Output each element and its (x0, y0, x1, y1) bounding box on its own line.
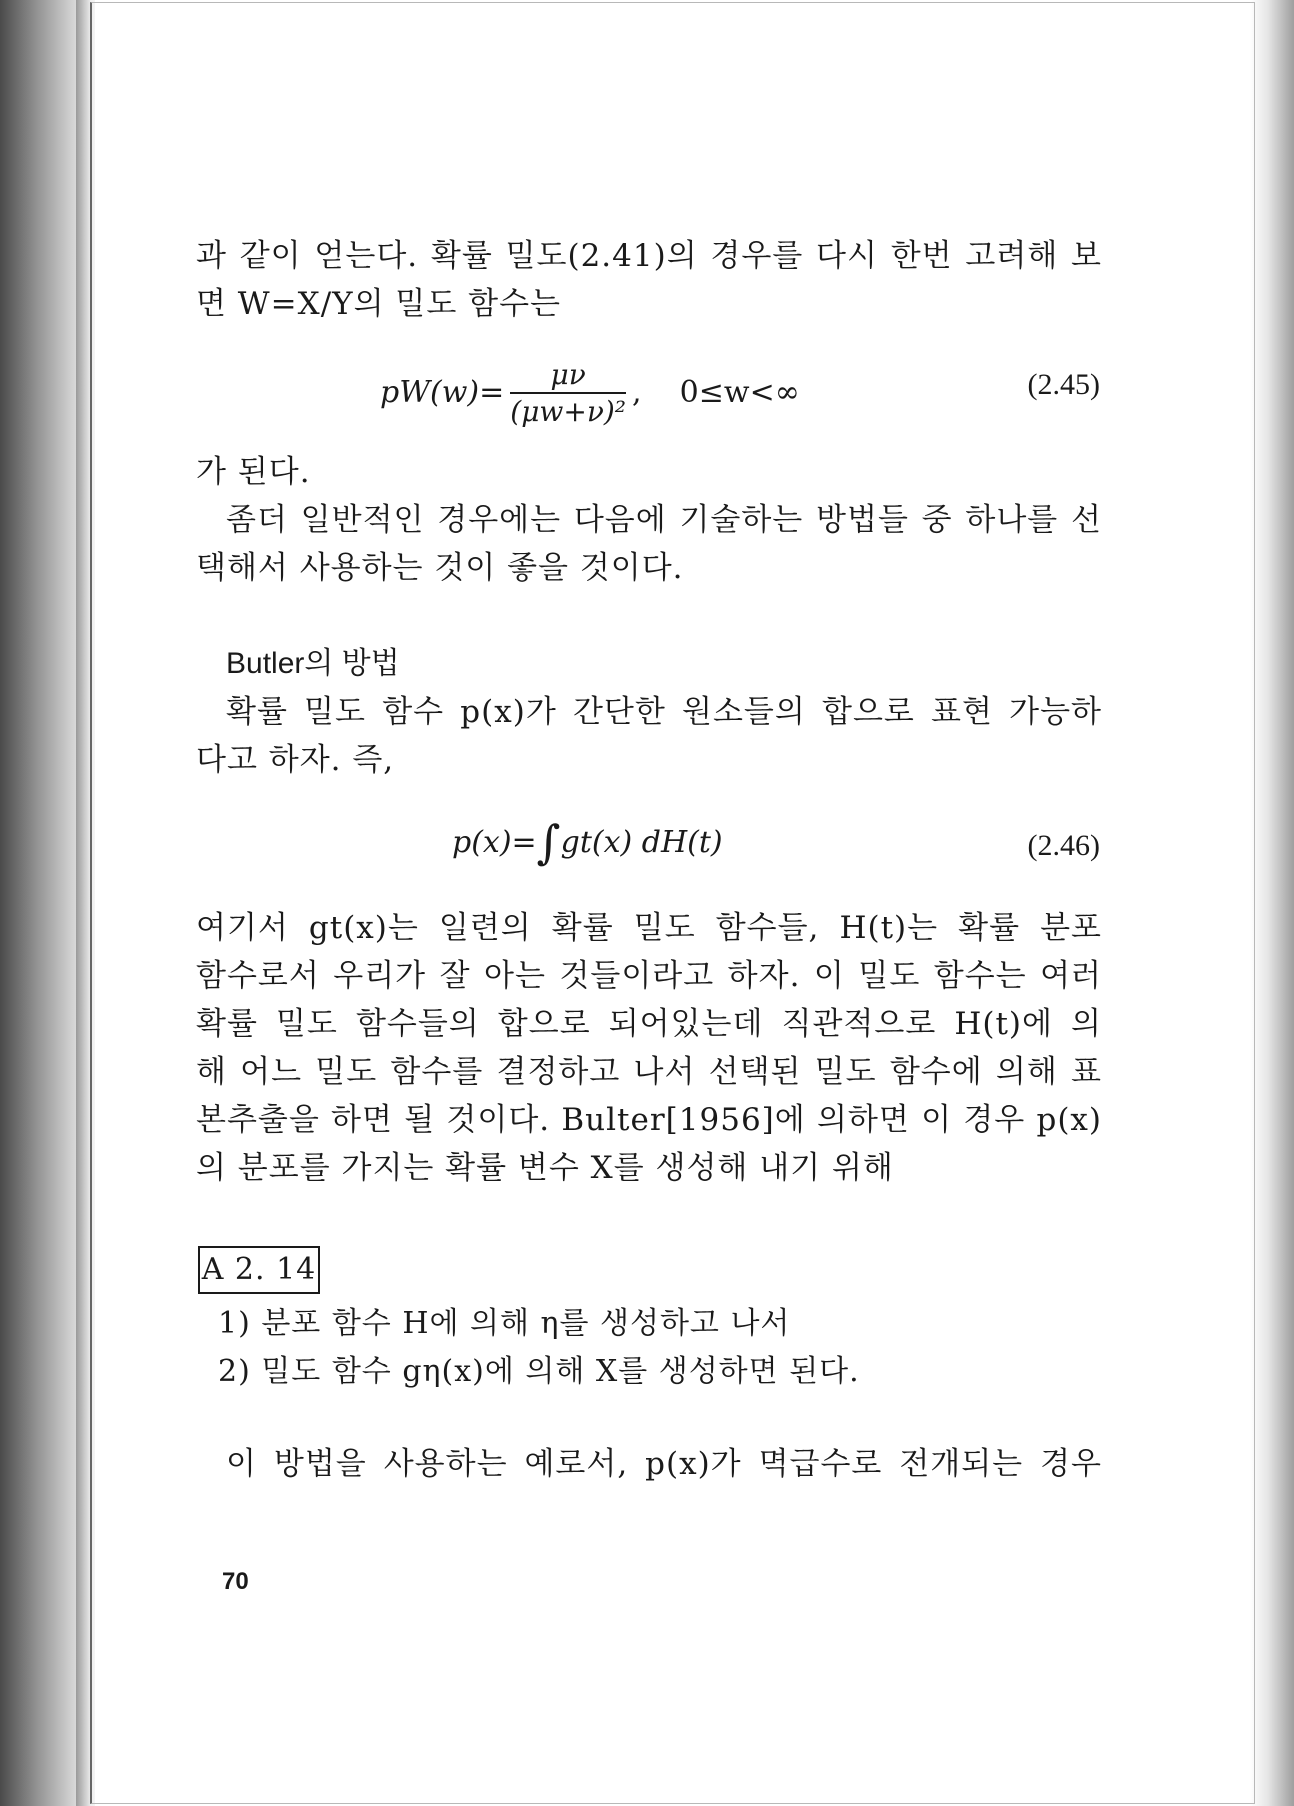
text-line-10: 확률 밀도 함수들의 합으로 되어있는데 직관적으로 H(t)에 의 (196, 1006, 1102, 1042)
text-line-1: 과 같이 얻는다. 확률 밀도(2.41)의 경우를 다시 한번 고려해 보 (196, 238, 1102, 274)
integral-sign: ∫ (536, 815, 561, 869)
text-line-3: 가 된다. (196, 454, 311, 490)
text-line-6: 확률 밀도 함수 p(x)가 간단한 원소들의 합으로 표현 가능하 (226, 694, 1102, 730)
eq1-lhs: pW(w)= (380, 375, 505, 410)
eq1-fraction (510, 358, 626, 430)
eq1-numerator: μν (510, 358, 626, 394)
page-edge (76, 0, 90, 1806)
eq1-denominator: (μw+ν)² (510, 395, 626, 428)
text-line-2: 면 W=X/Y의 밀도 함수는 (196, 286, 561, 322)
page-number: 70 (222, 1568, 249, 1595)
equation-number-2-45: (2.45) (1027, 368, 1100, 401)
text-line-9: 함수로서 우리가 잘 아는 것들이라고 하자. 이 밀도 함수는 여러 (196, 958, 1102, 994)
equation-2-45 (380, 358, 800, 430)
section-heading: Butler의 방법 (226, 647, 400, 680)
text-line-14: 이 방법을 사용하는 예로서, p(x)가 멱급수로 전개되는 경우 (226, 1446, 1102, 1482)
text-line-5: 택해서 사용하는 것이 좋을 것이다. (196, 550, 684, 586)
text-line-13: 의 분포를 가지는 확률 변수 X를 생성해 내기 위해 (196, 1150, 894, 1186)
text-line-4: 좀더 일반적인 경우에는 다음에 기술하는 방법들 중 하나를 선 (226, 502, 1102, 538)
text-line-12: 본추출을 하면 될 것이다. Bulter[1956]에 의하면 이 경우 p(x) (196, 1102, 1102, 1138)
algorithm-step-2: 2) 밀도 함수 gη(x)에 의해 X를 생성하면 된다. (218, 1354, 860, 1389)
text-line-8: 여기서 gt(x)는 일련의 확률 밀도 함수들, H(t)는 확률 분포 (196, 910, 1102, 946)
algorithm-label-box: A 2. 14 (198, 1246, 320, 1294)
eq2-lhs: p(x)= (452, 825, 537, 860)
right-page-shadow (1250, 0, 1294, 1806)
equation-number-2-46: (2.46) (1027, 829, 1100, 862)
algorithm-step-1: 1) 분포 함수 H에 의해 η를 생성하고 나서 (218, 1306, 791, 1341)
eq2-rhs: gt(x) dH(t) (560, 825, 723, 860)
text-line-11: 해 어느 밀도 함수를 결정하고 나서 선택된 밀도 함수에 의해 표 (196, 1054, 1102, 1090)
eq1-rhs: , 0≤w<∞ (631, 375, 800, 410)
equation-2-46 (452, 815, 723, 869)
text-line-7: 다고 하자. 즉, (196, 742, 395, 778)
